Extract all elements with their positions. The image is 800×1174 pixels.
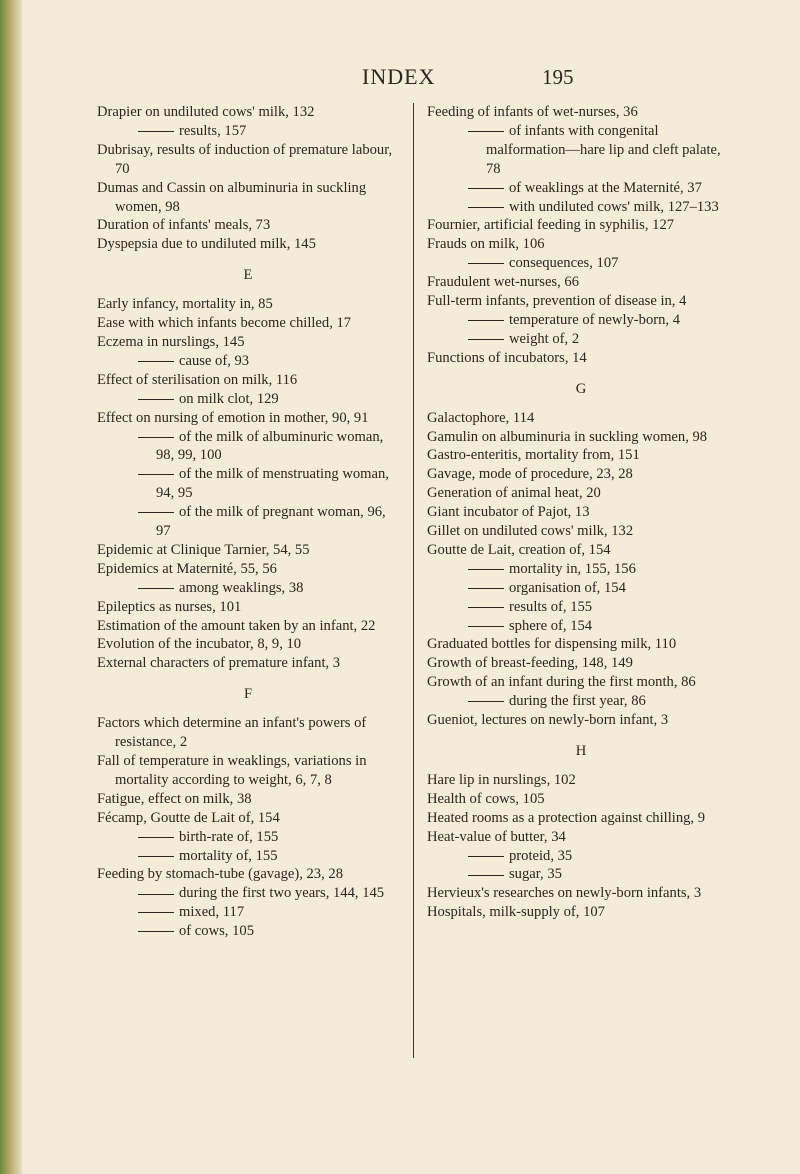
index-subentry (97, 884, 399, 903)
index-entry (97, 409, 399, 428)
index-entry-text: Graduated bottles for dispensing milk, 110 (427, 636, 677, 653)
index-entry (427, 503, 735, 522)
index-entry-text: Factors which determine an infant's powers of resistance, 2 (97, 715, 367, 751)
repeat-dash (468, 569, 504, 570)
index-entry (427, 522, 735, 541)
section-letter (427, 742, 735, 761)
section-letter-text: F (243, 686, 253, 703)
repeat-dash (468, 607, 504, 608)
index-entry (427, 828, 735, 847)
index-entry-text: Galactophore, 114 (427, 409, 535, 426)
index-entry (427, 541, 735, 560)
index-entry (97, 560, 399, 579)
index-subentry (97, 465, 399, 503)
index-entry-text: Epidemic at Clinique Tarnier, 54, 55 (97, 541, 310, 558)
repeat-dash (468, 701, 504, 702)
index-subentry (97, 352, 399, 371)
index-entry-text: Estimation of the amount taken by an infant, 22 (97, 617, 376, 634)
index-entry (97, 752, 399, 790)
index-entry (427, 409, 735, 428)
index-subentry (97, 847, 399, 866)
index-entry-text: Gillet on undiluted cows' milk, 132 (427, 523, 634, 540)
repeat-dash (138, 399, 174, 400)
index-subentry-text: sphere of, 154 (509, 617, 593, 634)
index-subentry (97, 903, 399, 922)
index-entry-text: Drapier on undiluted cows' milk, 132 (97, 104, 315, 120)
index-entry-text: Ease with which infants become chilled, 17 (97, 315, 352, 332)
index-subentry-text: on milk clot, 129 (179, 390, 279, 407)
index-subentry-text: temperature of newly-born, 4 (509, 311, 681, 328)
index-entry (97, 635, 399, 654)
index-subentry-text: of the milk of pregnant woman, 96, 97 (156, 504, 386, 540)
index-entry-text: Early infancy, mortality in, 85 (97, 296, 273, 313)
index-entry (97, 141, 399, 179)
index-entry (427, 790, 735, 809)
index-entry-text: Epidemics at Maternité, 55, 56 (97, 560, 277, 577)
index-entry-text: Gamulin on albuminuria in suckling women, 98 (427, 428, 708, 445)
index-subentry (427, 579, 735, 598)
repeat-dash (138, 856, 174, 857)
repeat-dash (138, 131, 174, 132)
index-subentry-text: organisation of, 154 (509, 579, 626, 596)
index-entry-text: Dubrisay, results of induction of premature labour, 70 (97, 141, 393, 177)
index-subentry (427, 847, 735, 866)
index-entry-text: Heated rooms as a protection against chilling, 9 (427, 809, 706, 826)
index-subentry-text: of cows, 105 (179, 923, 254, 940)
index-entry-text: Hervieux's researches on newly-born infants, 3 (427, 885, 702, 902)
right-index-column (427, 103, 735, 922)
index-subentry-text: results of, 155 (509, 598, 593, 615)
index-entry-text: Health of cows, 105 (427, 790, 545, 807)
index-subentry-text: among weaklings, 38 (179, 579, 304, 596)
index-subentry (427, 254, 735, 273)
index-entry (427, 428, 735, 447)
book-binding-edge (0, 0, 22, 1174)
index-subentry (97, 828, 399, 847)
index-entry (427, 771, 735, 790)
index-subentry (427, 617, 735, 636)
column-divider (413, 103, 414, 1058)
index-entry-text: Duration of infants' meals, 73 (97, 217, 271, 234)
left-index-column (97, 103, 399, 941)
index-entry (427, 465, 735, 484)
index-entry-text: Fécamp, Goutte de Lait of, 154 (97, 809, 280, 826)
index-entry (97, 598, 399, 617)
index-entry-text: Goutte de Lait, creation of, 154 (427, 541, 611, 558)
repeat-dash (468, 207, 504, 208)
index-subentry (427, 692, 735, 711)
repeat-dash (138, 894, 174, 895)
index-entry (97, 790, 399, 809)
index-subentry-text: of infants with congenital malformation—hare lip and cleft palate, 78 (486, 122, 721, 177)
index-entry-text: Feeding of infants of wet-nurses, 36 (427, 104, 638, 120)
index-entry (97, 654, 399, 673)
index-entry-text: Giant incubator of Pajot, 13 (427, 504, 590, 521)
repeat-dash (468, 339, 504, 340)
index-subentry (427, 179, 735, 198)
index-subentry-text: mortality in, 155, 156 (509, 560, 636, 577)
index-subentry (97, 390, 399, 409)
index-entry (97, 235, 399, 254)
index-entry-text: Fall of temperature in weaklings, variations in mortality according to weight, 6, 7, 8 (97, 753, 367, 788)
index-entry (427, 349, 735, 368)
index-entry-text: Growth of breast-feeding, 148, 149 (427, 655, 633, 672)
index-entry (97, 103, 399, 122)
index-subentry (427, 598, 735, 617)
page-title: INDEX (362, 64, 436, 89)
index-entry-text: Feeding by stomach-tube (gavage), 23, 28 (97, 866, 343, 883)
index-subentry-text: sugar, 35 (509, 866, 562, 883)
repeat-dash (138, 588, 174, 589)
index-entry (427, 635, 735, 654)
index-entry-text: Effect of sterilisation on milk, 116 (97, 371, 298, 388)
index-entry (427, 711, 735, 730)
running-head (0, 64, 800, 94)
repeat-dash (138, 437, 174, 438)
index-entry-text: Eczema in nurslings, 145 (97, 333, 245, 350)
index-entry (97, 216, 399, 235)
index-subentry (427, 865, 735, 884)
index-entry (427, 235, 735, 254)
index-subentry (427, 560, 735, 579)
index-entry (427, 446, 735, 465)
repeat-dash (468, 320, 504, 321)
index-subentry-text: mortality of, 155 (179, 847, 278, 864)
index-entry (97, 865, 399, 884)
page-number: 195 (542, 65, 574, 89)
index-entry-text: Epileptics as nurses, 101 (97, 598, 242, 615)
index-subentry-text: during the first two years, 144, 145 (179, 885, 385, 902)
repeat-dash (468, 588, 504, 589)
repeat-dash (468, 626, 504, 627)
index-subentry-text: of the milk of menstruating woman, 94, 95 (156, 466, 389, 502)
index-entry-text: Generation of animal heat, 20 (427, 485, 601, 502)
section-letter (97, 685, 399, 704)
index-entry-text: Frauds on milk, 106 (427, 236, 545, 253)
index-entry-text: External characters of premature infant, 3 (97, 655, 341, 672)
index-entry (427, 103, 735, 122)
index-entry-text: Dumas and Cassin on albuminuria in suckling women, 98 (97, 179, 367, 215)
index-entry (427, 484, 735, 503)
repeat-dash (468, 263, 504, 264)
index-entry (97, 714, 399, 752)
index-entry-text: Gastro-enteritis, mortality from, 151 (427, 447, 640, 464)
repeat-dash (468, 856, 504, 857)
index-subentry-text: of the milk of albuminuric woman, 98, 99, 100 (156, 428, 384, 464)
index-entry (97, 314, 399, 333)
index-subentry-text: of weaklings at the Maternité, 37 (509, 179, 702, 196)
section-letter-text: E (243, 267, 253, 284)
index-subentry-text: with undiluted cows' milk, 127–133 (509, 198, 719, 215)
repeat-dash (138, 512, 174, 513)
section-letter (427, 380, 735, 399)
index-entry-text: Hospitals, milk-supply of, 107 (427, 904, 605, 921)
index-entry-text: Fraudulent wet-nurses, 66 (427, 274, 579, 291)
index-subentry (97, 503, 399, 541)
index-entry-text: Evolution of the incubator, 8, 9, 10 (97, 636, 302, 653)
index-entry-text: Dyspepsia due to undiluted milk, 145 (97, 236, 316, 253)
repeat-dash (138, 912, 174, 913)
repeat-dash (468, 188, 504, 189)
index-entry-text: Functions of incubators, 14 (427, 349, 587, 366)
index-entry (427, 273, 735, 292)
index-entry (427, 903, 735, 922)
index-subentry (97, 922, 399, 941)
index-entry (427, 673, 735, 692)
index-subentry-text: weight of, 2 (509, 330, 580, 347)
index-subentry (427, 311, 735, 330)
index-subentry-text: during the first year, 86 (509, 693, 646, 710)
index-entry (427, 292, 735, 311)
repeat-dash (138, 837, 174, 838)
index-entry (97, 809, 399, 828)
index-subentry (97, 579, 399, 598)
index-subentry (427, 198, 735, 217)
index-subentry-text: birth-rate of, 155 (179, 828, 279, 845)
section-letter (97, 266, 399, 285)
index-subentry-text: results, 157 (179, 122, 247, 139)
index-subentry-text: proteid, 35 (509, 847, 573, 864)
index-entry (427, 884, 735, 903)
index-subentry-text: consequences, 107 (509, 255, 619, 272)
index-entry (427, 216, 735, 235)
repeat-dash (468, 875, 504, 876)
index-entry (97, 371, 399, 390)
index-entry (97, 333, 399, 352)
index-entry-text: Growth of an infant during the first month, 86 (427, 674, 696, 691)
index-subentry-text: cause of, 93 (179, 352, 250, 369)
index-entry-text: Gavage, mode of procedure, 23, 28 (427, 466, 633, 483)
index-entry-text: Fatigue, effect on milk, 38 (97, 790, 252, 807)
index-subentry-text: mixed, 117 (179, 904, 245, 921)
index-entry-text: Gueniot, lectures on newly-born infant, 3 (427, 712, 669, 729)
repeat-dash (138, 931, 174, 932)
repeat-dash (468, 131, 504, 132)
index-entry (427, 654, 735, 673)
index-entry (97, 617, 399, 636)
repeat-dash (138, 361, 174, 362)
index-subentry (427, 330, 735, 349)
index-entry-text: Fournier, artificial feeding in syphilis, 127 (427, 217, 675, 234)
repeat-dash (138, 474, 174, 475)
index-entry-text: Full-term infants, prevention of disease in, 4 (427, 293, 687, 310)
index-entry (427, 809, 735, 828)
section-letter-text: H (575, 743, 587, 759)
index-entry (97, 541, 399, 560)
index-entry-text: Effect on nursing of emotion in mother, 90, 91 (97, 409, 369, 426)
index-entry (97, 295, 399, 314)
section-letter-text: G (575, 380, 587, 397)
index-entry (97, 179, 399, 217)
index-entry-text: Heat-value of butter, 34 (427, 828, 566, 845)
index-subentry (97, 428, 399, 466)
index-subentry (97, 122, 399, 141)
index-subentry (427, 122, 735, 179)
index-entry-text: Hare lip in nurslings, 102 (427, 771, 576, 788)
